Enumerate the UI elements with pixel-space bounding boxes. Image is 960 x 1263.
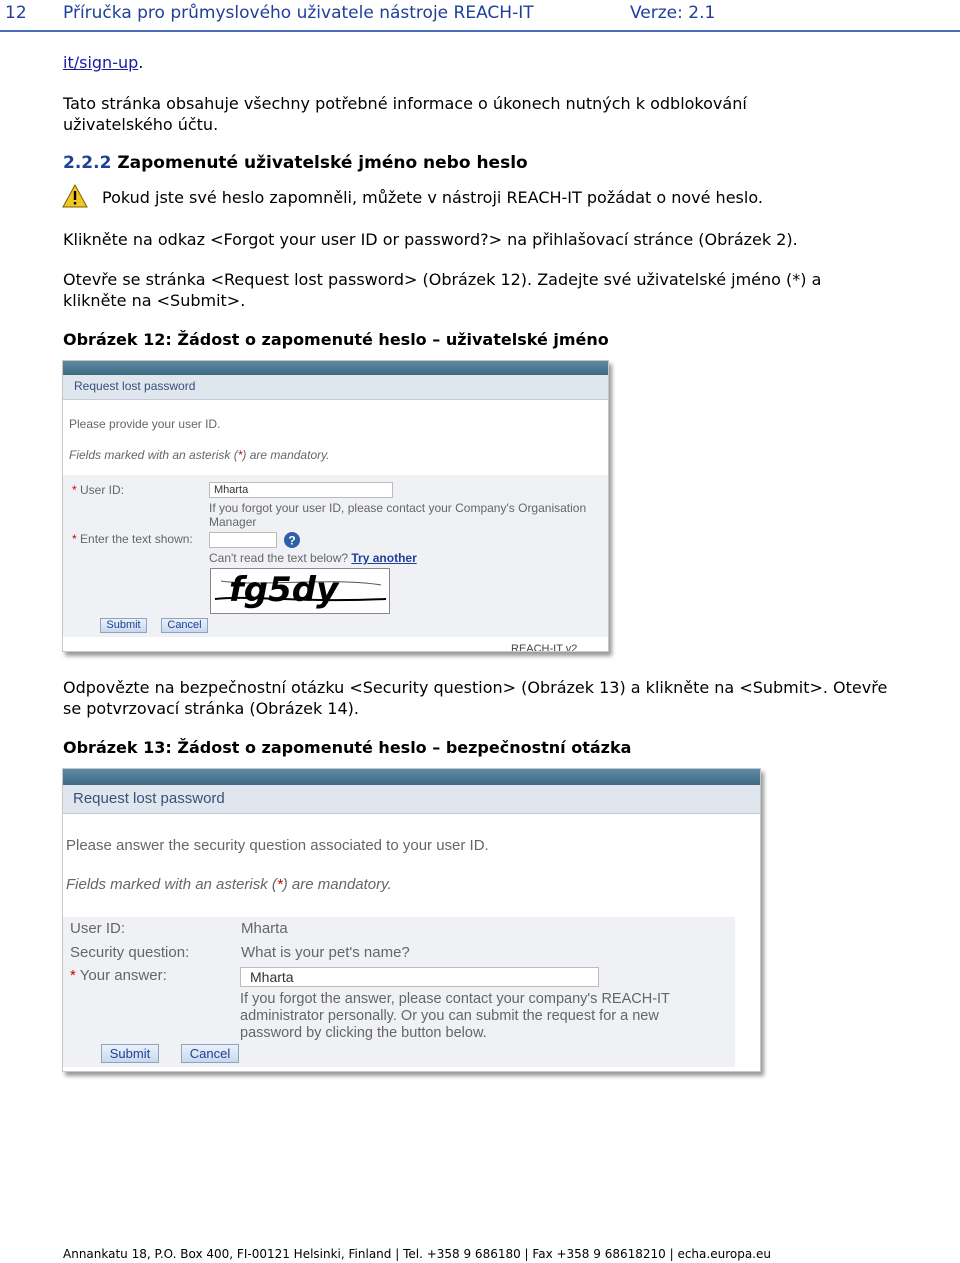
intro-paragraph: Tato stránka obsahuje všechny potřebné informace o úkonech nutných k odblokování uživatelského účtu.	[63, 94, 747, 134]
answer-instructions: Odpovězte na bezpečnostní otázku <Security question> (Obrázek 13) a klikněte na <Submit>. Otevře se potvrzovací stránka (Obrázek 14).	[63, 678, 888, 718]
figure-12-caption: Obrázek 12: Žádost o zapomenuté heslo – uživatelské jméno	[63, 330, 609, 349]
required-asterisk: *	[72, 532, 77, 546]
page-title: Request lost password	[74, 379, 196, 393]
mandatory-prefix: Fields marked with an asterisk (	[66, 876, 277, 893]
answer-label	[70, 967, 167, 984]
app-topbar	[63, 361, 608, 375]
user-id-label	[72, 483, 124, 497]
intro-text: Please answer the security question associated to your user ID.	[66, 837, 489, 854]
section-heading	[63, 153, 528, 173]
user-id-hint-1: If you forgot your user ID, please contact your Company's Organisation	[209, 501, 587, 515]
answer-hint-1: If you forgot the answer, please contact your company's REACH-IT	[240, 991, 670, 1007]
security-question-value: What is your pet's name?	[241, 944, 410, 961]
security-question-label: Security question:	[70, 944, 190, 961]
page-footer: Annankatu 18, P.O. Box 400, FI-00121 Helsinki, Finland | Tel. +358 9 686180 | Fax +358 9 68618210 | echa.europa.eu	[63, 1247, 771, 1261]
try-another-link[interactable]: Try another	[351, 551, 417, 565]
link-period: .	[138, 53, 144, 72]
user-id-hint-2: Manager	[209, 515, 257, 529]
figure-13-caption: Obrázek 13: Žádost o zapomenuté heslo – bezpečnostní otázka	[63, 738, 632, 757]
captcha-text: fg5dy	[229, 570, 339, 610]
step-2: Otevře se stránka <Request lost password> (Obrázek 12). Zadejte své uživatelské jméno (*) a klikněte na <Submit>.	[63, 270, 822, 310]
answer-hint-3: password by clicking the button below.	[240, 1025, 487, 1041]
user-id-label: User ID:	[70, 920, 126, 937]
user-id-label-text: User ID:	[80, 483, 125, 497]
required-asterisk: *	[70, 967, 76, 984]
required-asterisk: *	[72, 483, 77, 497]
captcha-graphic	[211, 569, 389, 613]
app-version-watermark: REACH-IT v2	[511, 643, 578, 652]
mandatory-note	[69, 448, 330, 462]
section-number: 2.2.2	[63, 153, 112, 173]
sign-up-link[interactable]: it/sign-up	[63, 53, 139, 72]
help-icon[interactable]	[283, 531, 301, 549]
user-id-value: Mharta	[241, 920, 288, 937]
warning-icon	[62, 184, 88, 208]
answer-input[interactable]: Mharta	[240, 967, 599, 987]
mandatory-suffix: ) are mandatory.	[242, 448, 330, 462]
page-header	[0, 0, 960, 32]
mandatory-asterisk: *	[276, 876, 283, 893]
mandatory-suffix: ) are mandatory.	[282, 876, 392, 893]
captcha-label-text: Enter the text shown:	[80, 532, 193, 546]
answer-hint-2: administrator personally. Or you can submit the request for a new	[240, 1008, 659, 1024]
step-1: Klikněte na odkaz <Forgot your user ID or password?> na přihlašovací stránce (Obrázek 2).	[63, 230, 798, 249]
submit-button[interactable]: Submit	[101, 1044, 159, 1063]
mandatory-note	[66, 876, 392, 893]
cancel-button[interactable]: Cancel	[161, 618, 208, 633]
intro-link-line	[63, 52, 893, 73]
header-rule	[0, 30, 960, 32]
warning-text: Pokud jste své heslo zapomněli, můžete v nástroji REACH-IT požádat o nové heslo.	[102, 188, 763, 207]
mandatory-asterisk: *	[237, 448, 243, 462]
answer-label-text: Your answer:	[79, 967, 167, 984]
captcha-image	[210, 568, 390, 614]
submit-button[interactable]: Submit	[100, 618, 147, 633]
captcha-help	[209, 551, 417, 565]
app-topbar	[63, 769, 760, 785]
page-number: 12	[5, 3, 27, 23]
section-title: Zapomenuté uživatelské jméno nebo heslo	[117, 153, 528, 173]
captcha-help-text: Can't read the text below?	[209, 551, 349, 565]
figure-12-screenshot	[62, 360, 609, 652]
document-version: Verze: 2.1	[630, 3, 716, 23]
cancel-button[interactable]: Cancel	[181, 1044, 239, 1063]
captcha-input[interactable]	[209, 532, 277, 548]
user-id-input[interactable]: Mharta	[209, 482, 393, 498]
page-title: Request lost password	[73, 790, 225, 807]
intro-text: Please provide your user ID.	[69, 417, 221, 431]
svg-text:?: ?	[288, 533, 296, 548]
mandatory-prefix: Fields marked with an asterisk (	[69, 448, 238, 462]
document-title: Příručka pro průmyslového uživatele nástroje REACH-IT	[63, 3, 534, 23]
figure-13-screenshot	[62, 768, 761, 1072]
captcha-label	[72, 532, 193, 546]
